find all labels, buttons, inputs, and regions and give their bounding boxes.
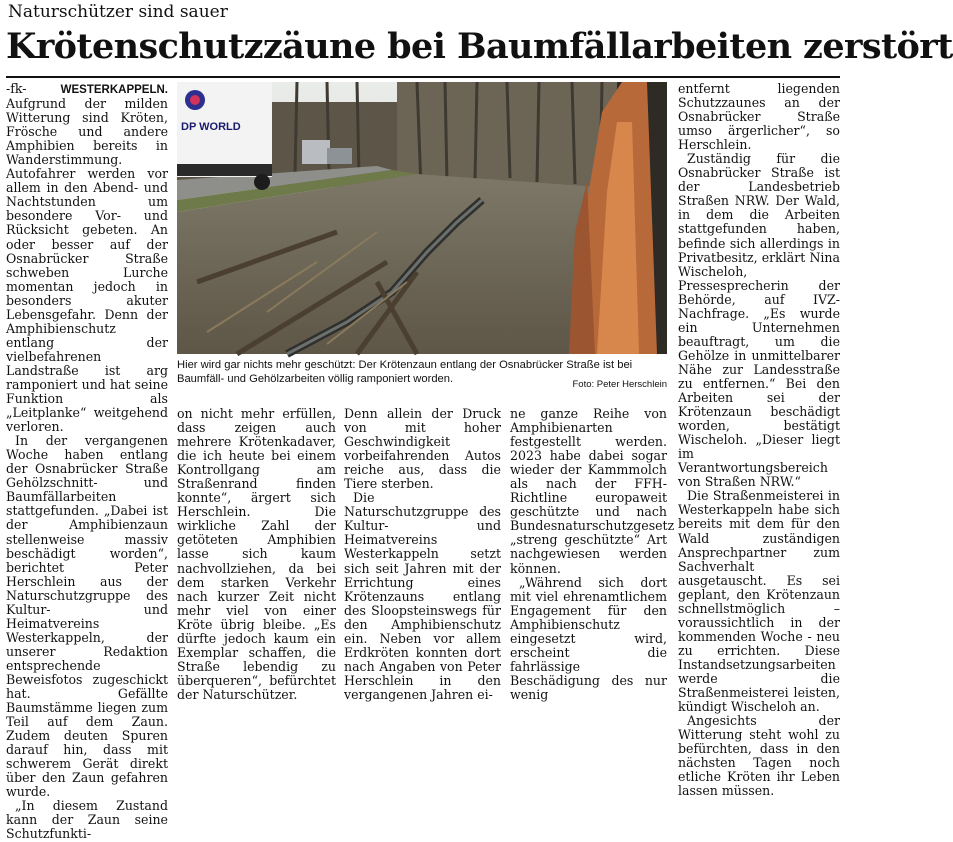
article-photo [177, 82, 667, 354]
photo-caption: Hier wird gar nichts mehr geschützt: Der Krötenzaun entlang der Osnabrücker Straße ist bei Baumfäll- und Gehölzarbeiten völlig ramponiert worden. [177, 359, 633, 385]
paragraph: Denn allein der Druck von mit hoher Geschwindigkeit vorbeifahrenden Autos reiche aus, dass die Tiere sterben. [344, 406, 501, 492]
paragraph [6, 82, 168, 434]
paragraph: „Während sich dort mit viel ehrenamtlichem Engagement für den Amphibienschutz eingesetzt wird, erscheint die fahrlässige Beschädigung des nur wenig [510, 574, 667, 702]
dateline-place: WESTERKAPPELN. [60, 84, 168, 96]
paragraph-text: Aufgrund der milden Witterung sind Kröten, Frösche und andere Amphibien bereits in Wanderstimmung. Autofahrer werden vor allem in den Abend- und Nachtstunden um besondere Vor- und Rücksicht gebeten. An oder besser auf der Osnabrücker Straße schweben Lurche momentan jedoch in besonders akuter Lebensgefahr. Denn der Amphibienschutz entlang der vielbefahrenen Landstraße ist arg ramponiert und hat seine Funktion als „Leitplanke“ weitgehend verloren. [6, 96, 168, 435]
paragraph: entfernt liegenden Schutzzaunes an der Osnabrücker Straße umso ärgerlicher“, so Herschlein. [678, 81, 840, 153]
column-5 [678, 81, 840, 799]
column-2 [177, 406, 336, 702]
paragraph: Die Naturschutzgruppe des Kultur- und Heimatvereins Westerkappeln setzt sich seit Jahren mit der Errichtung eines Krötenzauns entlang des Sloopsteinswegs für den Amphibienschutz ein. Neben vor allem Erdkröten konnten dort nach Angaben von Peter Herschlein in den vergangenen Jahren ei- [344, 490, 501, 702]
photo-caption-block [177, 358, 667, 392]
paragraph: Die Straßenmeisterei in Westerkappeln habe sich bereits mit dem für den Wald zuständigen Ansprechpartner zum Sachverhalt ausgetauscht. Es sei geplant, den Krötenzaun schnellstmöglich – voraussichtlich in der kommenden Woche - neu zu errichten. Diese Instandsetzungsarbeiten werde die Straßenmeisterei leisten, kündigt Wischeloh an. [678, 488, 840, 715]
paragraph: In der vergangenen Woche haben entlang der Osnabrücker Straße Gehölzschnitt- und Baumfällarbeiten stattgefunden. „Dabei ist der Amphibienzaun stellenweise massiv beschädigt worden“, berichtet Peter Herschlein aus der Naturschutzgruppe des Kultur- und Heimatvereins Westerkappeln, der unserer Redaktion entsprechende Beweisfotos zugeschickt hat. Gefällte Baumstämme liegen zum Teil auf dem Zaun. Zudem deuten Spuren darauf hin, dass mit schwerem Gerät direkt über den Zaun gefahren wurde. [6, 433, 168, 800]
kicker: Naturschützer sind sauer [8, 2, 228, 22]
column-3 [344, 406, 501, 702]
paragraph: Angesichts der Witterung steht wohl zu befürchten, dass in den nächsten Tagen noch etliche Kröten ihr Leben lassen müssen. [678, 713, 840, 799]
column-4 [510, 406, 675, 702]
dateline-prefix: -fk- [6, 81, 27, 96]
paragraph: Zuständig für die Osnabrücker Straße ist der Landesbetrieb Straßen NRW. Der Wald, in dem die Arbeiten stattgefunden haben, befinde sich allerdings in Privatbesitz, erklärt Nina Wischeloh, Pressesprecherin der Behörde, auf IVZ-Nachfrage. „Es wurde ein Unternehmen beauftragt, um die Gehölze in unmittelbarer Nähe zur Landesstraße zu entfernen.“ Bei den Arbeiten sei der Krötenzaun beschädigt worden, bestätigt Wischeloh. „Dieser liegt im Verantwortungsbereich von Straßen NRW.“ [678, 151, 840, 490]
paragraph: „In diesem Zustand kann der Zaun seine Schutzfunkti- [6, 798, 168, 842]
photo-credit: Foto: Peter Herschlein [572, 379, 667, 390]
paragraph: ne ganze Reihe von Amphibienarten festgestellt werden. 2023 habe dabei sogar wieder der Kammmolch als nach der FFH-Richtline europaweit geschützte und nach Bundesnaturschutzgesetz „streng geschützte“ Art nachgewiesen werden können. [510, 406, 675, 576]
headline: Krötenschutzzäune bei Baumfällarbeiten zerstört [6, 26, 953, 67]
photo-felled-trees-roadside [177, 82, 667, 354]
column-1 [6, 81, 168, 842]
truck-logo-text: DP WORLD [181, 121, 241, 133]
paragraph: on nicht mehr erfüllen, dass zeigen auch mehrere Krötenkadaver, die ich heute bei einem Kontrollgang am Straßenrand finden konnte“, ärgert sich Herschlein. Die wirkliche Zahl der getöteten Amphibien lasse sich kaum nachvollziehen, da bei dem starken Verkehr nach kurzer Zeit nicht mehr viel von einer Kröte übrig bleibe. „Es dürfte jedoch kaum ein Exemplar schaffen, die Straße lebendig zu überqueren“, befürchtet der Naturschützer. [177, 406, 336, 702]
headline-rule [6, 76, 840, 78]
